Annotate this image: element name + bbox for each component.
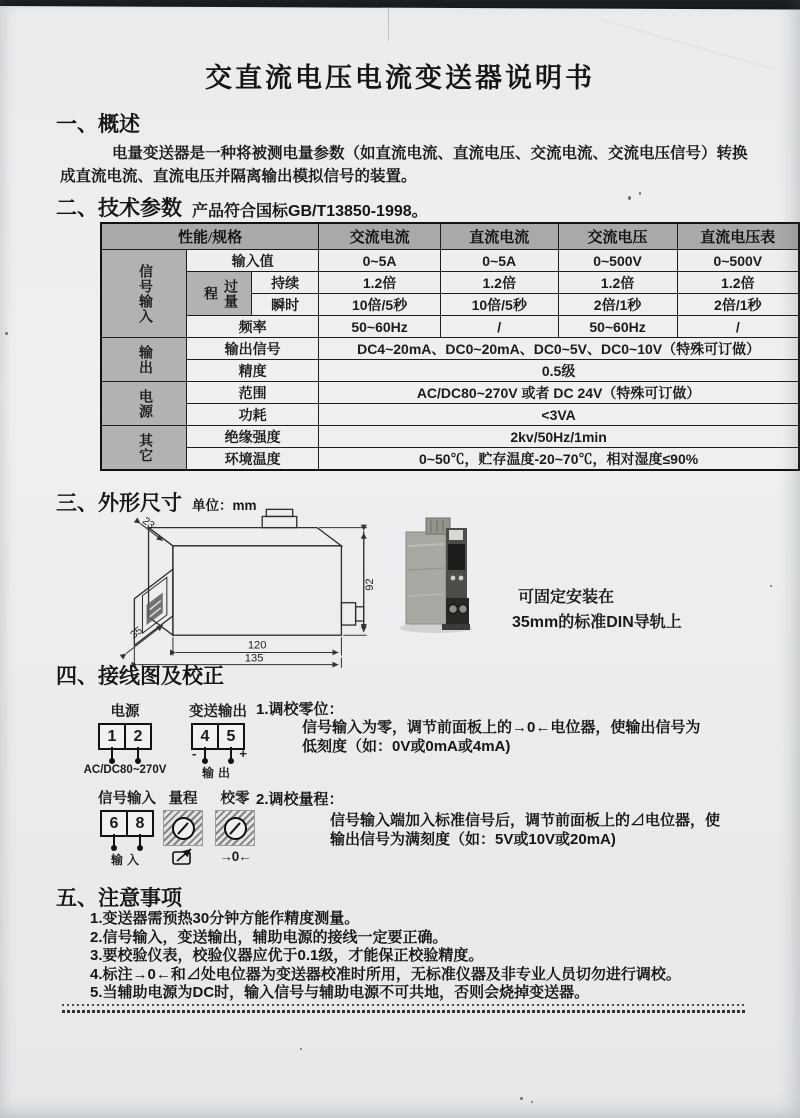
dim-flange: 35 [128, 624, 145, 642]
signal-terminal-block [94, 787, 160, 867]
terminal-lead [204, 747, 206, 760]
dim-width-outer: 135 [244, 652, 264, 665]
mount-note-line1: 可固定安装在 [518, 589, 615, 606]
section-heading-tech-params [56, 192, 428, 222]
spec-header-cell: 直流电压表 [677, 223, 799, 250]
spec-cell: 2倍/1秒 [677, 294, 799, 316]
spec-row-label: 输入值 [187, 250, 319, 272]
overview-paragraph-line2: 成直流电流、直流电压并隔离输出模拟信号的装置。 [60, 168, 417, 185]
cal-span-line2: 输出信号为满刻度（如：5V或10V或20mA) [330, 831, 616, 848]
spec-group-label: 信号输入 [101, 250, 187, 338]
signal-terminal-label: 信号输入 [98, 791, 156, 807]
spec-row-label: 输出信号 [187, 338, 319, 360]
terminal-lead [139, 834, 141, 847]
spec-cell: 50~60Hz [558, 316, 677, 338]
spec-cell: 0~5A [440, 250, 558, 272]
terminal-lead [113, 834, 115, 847]
scan-speck [5, 332, 8, 335]
terminal-number: 2 [124, 725, 150, 748]
terminal-number: 1 [107, 727, 117, 745]
section-heading-wiring [56, 660, 224, 690]
spec-cell: 1.2倍 [319, 272, 441, 294]
spec-table [100, 222, 800, 471]
notes-list [90, 910, 681, 1003]
spec-header-row [101, 223, 799, 250]
spec-row-label: 持续 [252, 272, 319, 294]
spec-row-label: 环境温度 [187, 448, 319, 471]
spec-group-label: 电源 [101, 382, 187, 426]
spec-group-label: 输出 [101, 338, 187, 382]
cal-zero-line1: 信号输入为零，调节前面板上的→0←电位器，使输出信号为 [302, 719, 701, 736]
table-row [101, 448, 799, 471]
terminal-cells [98, 723, 152, 750]
output-note: 输出 [201, 766, 235, 780]
spec-cell: 0~5A [319, 250, 441, 272]
spec-cell: DC4~20mA、DC0~20mA、DC0~5V、DC0~10V（特殊可订做） [319, 338, 799, 360]
potentiometer-hatch-box [164, 811, 202, 845]
terminal-cells [191, 723, 245, 750]
spec-cell: 0~500V [677, 250, 799, 272]
minus-sign: - [192, 746, 197, 761]
spec-cell: 1.2倍 [677, 272, 799, 294]
scan-speck [770, 585, 772, 587]
signal-note: 输入 [110, 853, 144, 867]
scan-edge-artifact [0, 0, 800, 10]
output-terminal-block [185, 700, 251, 780]
scan-speck [639, 192, 641, 195]
note-item: 4.标注→0←和⊿处电位器为变送器校准时所用，无标准仪器及非专业人员切勿进行调校。 [90, 965, 681, 983]
table-row [101, 338, 799, 360]
scan-speck [520, 1097, 523, 1100]
dim-height: 92 [363, 578, 376, 591]
terminal-number: 4 [200, 727, 210, 745]
cal-zero-title: 1.调校零位： [256, 701, 344, 718]
outline-dimension-drawing [110, 503, 382, 671]
zero-pot-label: 校零 [220, 791, 250, 807]
cal-span-line1: 信号输入端加入标准信号后，调节前面板上的⊿电位器，使 [330, 812, 721, 829]
output-terminal-label: 变送输出 [189, 704, 247, 720]
product-photo [392, 512, 480, 634]
table-row [101, 360, 799, 382]
terminal-lead [137, 747, 139, 760]
table-row [101, 250, 799, 272]
table-row [101, 404, 799, 426]
power-terminal-block [83, 700, 167, 776]
dimensions-heading-text: 三、外形尺寸 [56, 491, 182, 515]
section-heading-notes [56, 882, 182, 912]
potentiometer-hatch-box [216, 811, 254, 845]
dotted-separator-line [62, 1010, 745, 1013]
tech-heading-text: 二、技术参数 [56, 196, 182, 220]
table-row [101, 382, 799, 404]
spec-cell: 10倍/5秒 [440, 294, 558, 316]
note-item: 5.当辅助电源为DC时，输入信号与辅助电源不可共地，否则会烧掉变送器。 [90, 984, 590, 1002]
unit-label: 单位：mm [192, 498, 257, 513]
spec-row-label: 瞬时 [252, 294, 319, 316]
spec-cell: / [677, 316, 799, 338]
mount-note-line2: 35mm的标准DIN导轨上 [512, 614, 682, 631]
terminal-number: 8 [126, 812, 152, 835]
dim-depth: 23 [140, 514, 157, 532]
spec-cell: <3VA [319, 404, 799, 426]
page-title: 交直流电压电流变送器说明书 [205, 63, 595, 93]
terminal-number: 6 [109, 814, 119, 832]
scan-speck [628, 196, 631, 200]
spec-header-cell: 直流电流 [440, 223, 558, 250]
scan-speck [531, 1101, 533, 1103]
spec-group-label: 其它 [101, 426, 187, 471]
terminal-cells [100, 810, 154, 837]
spec-cell: 0.5级 [319, 360, 799, 382]
spec-cell: 1.2倍 [558, 272, 677, 294]
spec-row-label: 频率 [187, 316, 319, 338]
pot-screw-icon [172, 817, 195, 840]
spec-header-cell: 性能/规格 [101, 223, 319, 250]
spec-cell: 2倍/1秒 [558, 294, 677, 316]
power-range-note: AC/DC80~270V [83, 764, 167, 776]
note-item: 2.信号输入，变送输出，辅助电源的接线一定要正确。 [90, 928, 448, 946]
overview-paragraph-line1: 电量变送器是一种将被测电量参数（如直流电流、直流电压、交流电流、交流电压信号）转换 [112, 145, 748, 162]
dim-width-inner: 120 [247, 639, 267, 652]
section-heading-overview [56, 108, 140, 138]
spec-cell: 50~60Hz [319, 316, 441, 338]
notes-heading-text: 五、注意事项 [56, 886, 182, 910]
range-pot-block [160, 787, 206, 870]
pot-adjust-icon [160, 847, 206, 870]
wiring-heading-text: 四、接线图及校正 [56, 664, 224, 688]
dotted-separator-line [62, 1004, 745, 1006]
spec-cell: 2kv/50Hz/1min [319, 426, 799, 448]
range-pot-label: 量程 [168, 791, 198, 807]
plus-sign: + [239, 746, 247, 761]
spec-header-cell: 交流电压 [558, 223, 677, 250]
note-item: 3.要校验仪表，校验仪器应优于0.1级，才能保正校验精度。 [90, 947, 484, 965]
spec-cell: 0~50℃，贮存温度-20~70℃，相对湿度≤90% [319, 448, 799, 471]
standard-note: 产品符合国标GB/T13850-1998。 [192, 203, 428, 220]
spec-cell: AC/DC80~270V 或者 DC 24V（特殊可订做） [319, 382, 799, 404]
pot-screw-icon [224, 817, 247, 840]
overview-heading-text: 一、概述 [56, 112, 140, 136]
table-row [101, 426, 799, 448]
note-item: 1.变送器需预热30分钟方能作精度测量。 [90, 910, 360, 927]
spec-row-label: 范围 [187, 382, 319, 404]
spec-cell: 0~500V [558, 250, 677, 272]
spec-row-label: 绝缘强度 [187, 426, 319, 448]
terminal-lead [230, 747, 232, 760]
spec-row-label: 精度 [187, 360, 319, 382]
spec-cell: 10倍/5秒 [319, 294, 441, 316]
cal-span-title: 2.调校量程： [256, 791, 344, 808]
terminal-lead [111, 747, 113, 760]
table-row [101, 316, 799, 338]
spec-cell: / [440, 316, 558, 338]
spec-cell: 1.2倍 [440, 272, 558, 294]
zero-pot-block [212, 787, 258, 864]
crease-artifact [388, 7, 389, 41]
power-terminal-label: 电源 [110, 704, 140, 720]
table-row [101, 272, 799, 294]
zero-adjust-symbol: →0← [219, 849, 251, 864]
spec-row-label: 功耗 [187, 404, 319, 426]
scan-speck [300, 1048, 302, 1050]
cal-zero-line2: 低刻度（如：0V或0mA或4mA) [302, 738, 511, 755]
terminal-number: 5 [217, 725, 243, 748]
spec-group-label: 过量程 [187, 272, 252, 316]
spec-header-cell: 交流电流 [319, 223, 441, 250]
